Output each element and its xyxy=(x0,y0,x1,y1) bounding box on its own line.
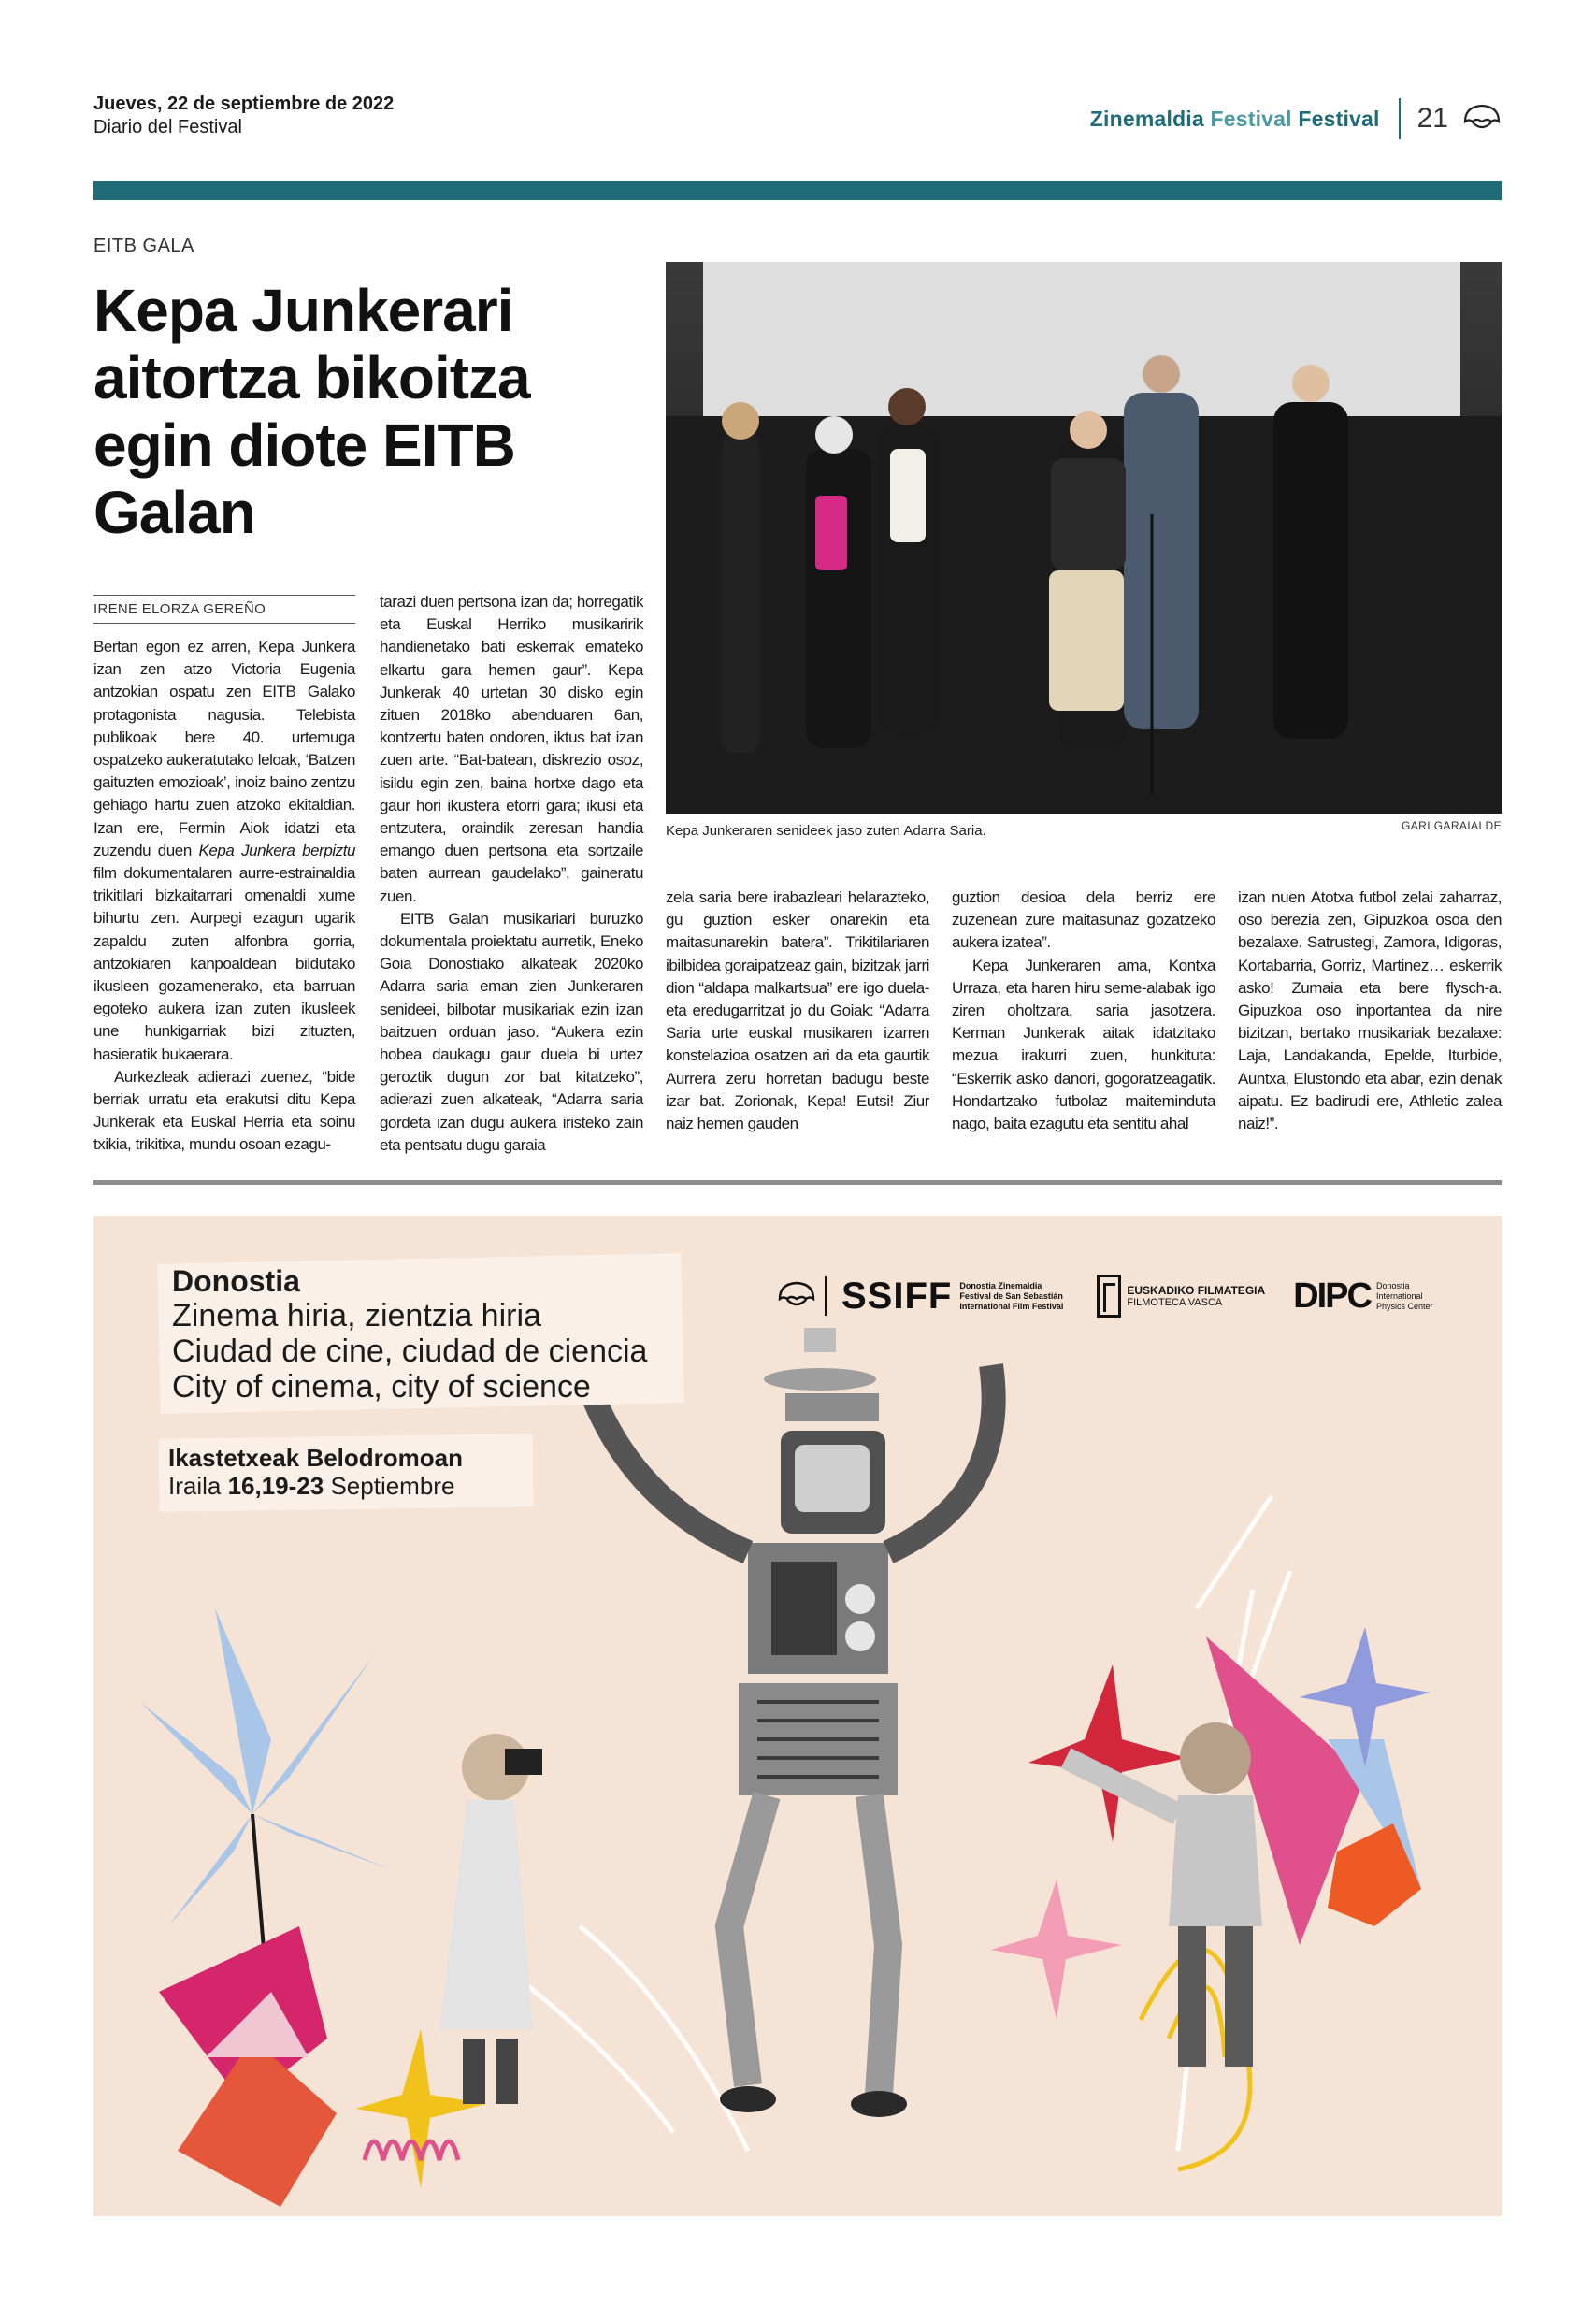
article-paragraph: izan nuen Atotxa futbol zelai zaharraz, oso berezia zen, Gipuzkoa osoa den bezalaxe. Satrustegi, Zamora, Idigoras, Kortabarria, Gorriz, Martinez… eskerrik asko! Zumaia eta bere flysch-a. Gipuzkoa oso inportantea da nire bizitzan, bertako musikariak bezalaxe: Laja, Landakanda, Epelde, Iturbide, Auntxa, Elustondo eta abar, ezin denak aipatu. Ez badirudi ere, Athletic zalea naiz!”. xyxy=(1238,888,1502,1133)
brand-name xyxy=(1090,107,1380,132)
page-number: 21 xyxy=(1416,103,1448,134)
ad-title: Donostia xyxy=(172,1264,300,1298)
byline-rule-bottom xyxy=(93,623,355,624)
ad-dates xyxy=(168,1472,454,1501)
event-photo xyxy=(666,262,1502,814)
header-divider xyxy=(1399,98,1401,139)
section-divider xyxy=(93,1180,1502,1185)
header-accent-bar xyxy=(93,181,1502,200)
byline-rule-top xyxy=(93,595,355,596)
dipc-line: Donostia xyxy=(1375,1280,1410,1290)
photo-illustration xyxy=(666,262,1502,814)
section-kicker: EITB GALA xyxy=(93,236,194,256)
ad-line-basque: Zinema hiria, zientzia hiria xyxy=(172,1298,541,1333)
ad-line-spanish: Ciudad de cine, ciudad de ciencia xyxy=(172,1333,648,1369)
ad-venue: Ikastetxeak Belodromoan xyxy=(168,1444,464,1472)
article-paragraph xyxy=(93,636,355,1066)
ssiff-logo: SSIFF xyxy=(841,1275,953,1317)
filmategia-logo xyxy=(1097,1275,1265,1318)
film-title: Kepa Junkera berpiztu xyxy=(198,841,355,859)
article-paragraph: Kepa Junkeraren ama, Kontxa Urraza, eta haren hiru seme-alabak igo ziren oholtzara, saria jasotzera. Kerman Junkerak aitak idatzitako mezua irakurri zuen, hunkituta: “Eskerrik asko danori, gogoratzeagatik. Hondartzako futbolaz maiteminduta nago, baita ezagutu eta sentitu ahal xyxy=(952,956,1215,1133)
ssiff-descriptor xyxy=(959,1281,1063,1312)
paragraph-text: Bertan egon ez arren, Kepa Junkera izan zen atzo Victoria Eugenia antzokian ospatu zen EITB Galako protagonista nagusia. Telebista publikoak bere 40. urtemuga ospatzeko aukeratutako leloak, ‘Batzen gaituzten emozioak’, inoiz baino zentzu gehiago hartu zuen atzoko ekitaldian. Izan ere, Fermin Aiok idatzi eta zuzendu duen xyxy=(93,638,355,859)
ssiff-line: Donostia Zinemaldia xyxy=(959,1280,1042,1290)
article-column-4 xyxy=(952,886,1215,1135)
filmategia-name: EUSKADIKO FILMATEGIA xyxy=(1127,1284,1266,1297)
article-column-5 xyxy=(1238,886,1502,1135)
paragraph-text: film dokumentalaren aurre-estrainaldia trikitilari bizkaitarrari omenaldi xume bihurtu zen. Aurpegi ezagun ugarik zapaldu zuten alfonbra gorria, antzokiaren kanpoaldean bildutako ikusleen gozamenerako, eta barruan egoteko aukera izan zuten ikusleek une hunkigarriak bizi zituzten, hasieratik bukaerara. xyxy=(93,864,355,1063)
dipc-mark: DIPC xyxy=(1293,1275,1371,1316)
article-byline: IRENE ELORZA GEREÑO xyxy=(93,601,266,617)
dipc-logo xyxy=(1293,1276,1432,1317)
sponsor-logos xyxy=(776,1268,1432,1324)
article-column-3 xyxy=(666,886,929,1135)
article-column-1 xyxy=(93,636,355,1157)
issue-date: Jueves, 22 de septiembre de 2022 xyxy=(93,94,395,114)
brand-part-1: Zinemaldia xyxy=(1089,106,1204,131)
shell-icon xyxy=(1461,103,1503,135)
ssiff-shell-icon xyxy=(776,1280,817,1312)
brand-part-3: Festival xyxy=(1298,106,1380,131)
dipc-line: Physics Center xyxy=(1375,1301,1433,1311)
article-paragraph: EITB Galan musikariari buruzko dokumentala proiektatu aurretik, Eneko Goia Donostiako alkateak 2020ko Adarra saria eman zien Junkeraren senideei, bilbotar musikariak ezin izan baitzuen orduan jaso. “Aukera ezin hobea daukagu gaur duela bi urtez geroztik dugun zor bat kitatzeko”, adierazi zuen alkateak, “Adarra saria gordeta izan dugu aukera iristeko zain eta pentsatu dugu garaia xyxy=(380,909,643,1154)
article-column-2 xyxy=(380,591,643,1157)
publication-name: Diario del Festival xyxy=(93,117,242,137)
filmategia-icon xyxy=(1097,1275,1121,1318)
photo-caption: Kepa Junkeraren senideek jaso zuten Adarra Saria. xyxy=(666,823,986,839)
brand-part-2: Festival xyxy=(1210,106,1292,131)
ssiff-divider xyxy=(825,1276,827,1316)
article-headline: Kepa Junkerari aitortza bikoitza egin diote EITB Galan xyxy=(93,277,530,546)
photo-credit: GARI GARAIALDE xyxy=(1402,819,1502,832)
ssiff-line: International Film Festival xyxy=(959,1301,1064,1311)
page-header-left xyxy=(93,92,394,138)
dipc-line: International xyxy=(1375,1290,1423,1301)
ssiff-line: Festival de San Sebastián xyxy=(959,1290,1063,1301)
article-paragraph: guztion desioa dela berriz ere zuzenean zure maitasunaz gozatzeko aukera izatea”. xyxy=(952,888,1215,952)
page-header-right xyxy=(1090,97,1503,140)
article-paragraph: zela saria bere irabazleari helarazteko, gu guztion esker onarekin eta maitasunarekin batera”. Trikitilariaren ibilbidea goraipatzeaz gain, bizitzak jarri dion “aldapa malkartsua” ere igo duela-eta eredugarritzat jo du Goiak: “Adarra Saria urte euskal musikaren izarren konstelazioa osatzen ari da eta gaurtik Aurrera zeru horretan badugu beste izar bat. Zorionak, Kepa! Eutsi! Ziur naiz hemen gauden xyxy=(666,888,929,1133)
dates-prefix: Iraila xyxy=(168,1472,228,1500)
article-paragraph: tarazi duen pertsona izan da; horregatik eta Euskal Herriko musikaririk handienetako bati eskerrak emateko elkartu gara hemen gaur”. Kepa Junkerak 40 urtetan 30 disko egin zituen 2018ko abenduaren 6an, kontzertu baten ondoren, iktus bat izan zuen arte. “Bat-batean, diskrezio osoz, isildu egin zen, baina hortxe dago eta gaur hori ikustera etorri gara; ikusi eta entzutera, oraindik zeresan handia emango duen pertsona eta sortzaile baten aurrean gaudelako”, gaineratu zuen. xyxy=(380,593,643,905)
dates-suffix: Septiembre xyxy=(324,1472,455,1500)
article-paragraph: Aurkezleak adierazi zuenez, “bide berriak urratu eta erakutsi ditu Kepa Junkerak eta Euskal Herria eta soinu txikia, trikitixa, mundu osoan ezagu- xyxy=(93,1067,355,1154)
advertisement xyxy=(93,1216,1502,2216)
ad-line-english: City of cinema, city of science xyxy=(172,1369,591,1405)
dates-days: 16,19-23 xyxy=(227,1472,324,1500)
filmoteca-name: FILMOTECA VASCA xyxy=(1127,1297,1223,1308)
